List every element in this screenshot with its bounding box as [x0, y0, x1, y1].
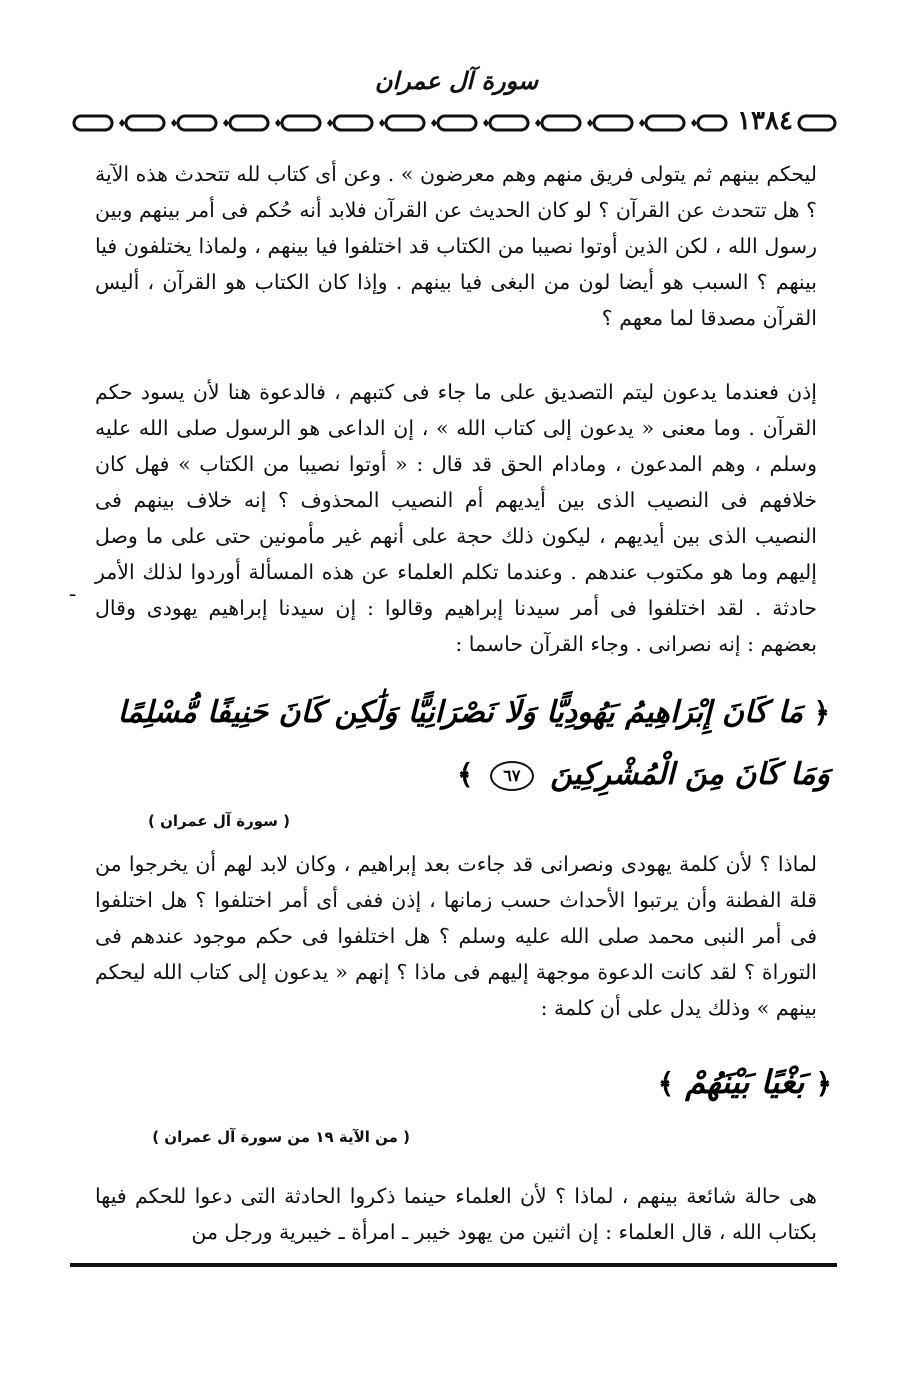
paragraph-4: هى حالة شائعة بينهم ، لماذا ؟ لأن العلماء حينما ذكروا الحادثة التى دعوا للحكم فيها بكتاب الله ، قال العلماء : إن اثنين من يهود خيبر ـ امرأة ـ خيبرية ورجل من [95, 1184, 817, 1244]
paragraph-3: لماذا ؟ لأن كلمة يهودى ونصرانى قد جاءت بعد إبراهيم ، وكان لابد لهم أن يخرجوا من قلة الفطنة وأن يرتبوا الأحداث حسب زمانها ، إذن ففى أى أمر اختلفوا ؟ هل اختلفوا فى أمر النبى محمد صلى الله عليه وسلم ؟ هل اختلفوا فى حكم موجود عندهم فى التوراة ؟ لقد كانت الدعوة موجهة إليهم فى ماذا ؟ إنهم « يدعون إلى كتاب الله ليحكم بينهم » وذلك يدل على أن كلمة : [95, 852, 817, 1020]
page-number: ١٣٨٤ [737, 106, 793, 136]
paragraph-2: إذن فعندما يدعون ليتم التصديق على ما جاء فى كتبهم ، فالدعوة هنا لأن يسود حكم القرآن . وما معنى « يدعون إلى كتاب الله » ، إن الداعى هو الرسول صلى الله عليه وسلم ، وهم المدعون ، ومادام الحق قد قال : « أوتوا نصيبا من الكتاب » فهل كان خلافهم فى النصيب الذى بين أيديهم أم النصيب المحذوف ؟ إنه خلاف بينهم فى النصيب الذى بين أيديهم ، ليكون ذلك حجة على أنهم غير مأمونين حتى على ما وصل إليهم وما هو مكتوب عندهم . وعندما تكلم العلماء عن هذه المسألة أوردوا لذلك الأمر حادثة . لقد اختلفوا فى أمر سيدنا إبراهيم وقالوا : إن سيدنا إبراهيم يهودى وقال بعضهم : إنه نصرانى . وجاء القرآن حاسما : [95, 380, 817, 656]
surah-title: سورة آل عمران [374, 66, 539, 95]
footer-rule [70, 1263, 837, 1267]
quran-verse-1 [90, 682, 830, 806]
verse-close-bracket: ﴾ [456, 758, 474, 791]
quran-verse-2 [560, 1052, 832, 1114]
verse-1-text: مَا كَانَ إِبْرَاهِيمُ يَهُودِيًّا وَلَا نَصْرَانِيًّا وَلَٰكِن كَانَ حَنِيفًا مُّسْلِمًا وَمَا كَانَ مِنَ الْمُشْرِكِينَ [117, 695, 830, 792]
ayah-number-mark: ٦٧ [490, 761, 534, 791]
paragraph-1: ليحكم بينهم ثم يتولى فريق منهم وهم معرضون » . وعن أى كتاب لله تتحدث هذه الآية ؟ هل تتحدث عن القرآن ؟ لو كان الحديث عن القرآن فلابد أنه حُكم فى أمر بينهم وبين رسول الله ، لكن الذين أوتوا نصيبا من الكتاب قد اختلفوا فيا بينهم ، ولماذا يختلفون فيا بينهم ؟ السبب هو أيضا لون من البغى فيا بينهم . وإذا كان الكتاب هو القرآن ، أليس القرآن مصدقا لما معهم ؟ [95, 162, 817, 330]
margin-mark: ـ [70, 580, 76, 601]
verse-1-reference: ( سورة آل عمران ) [148, 812, 290, 830]
verse-open-bracket: ﴿ [813, 696, 830, 729]
header-end-ornament [796, 113, 838, 133]
verse-close-bracket: ﴾ [657, 1067, 675, 1100]
verse-open-bracket: ﴿ [815, 1067, 832, 1100]
header-ornament-border [70, 112, 730, 134]
verse-2-text: بَغْيًا بَيْنَهُمْ [685, 1063, 805, 1101]
verse-2-reference: ( من الآية ١٩ من سورة آل عمران ) [152, 1128, 410, 1146]
